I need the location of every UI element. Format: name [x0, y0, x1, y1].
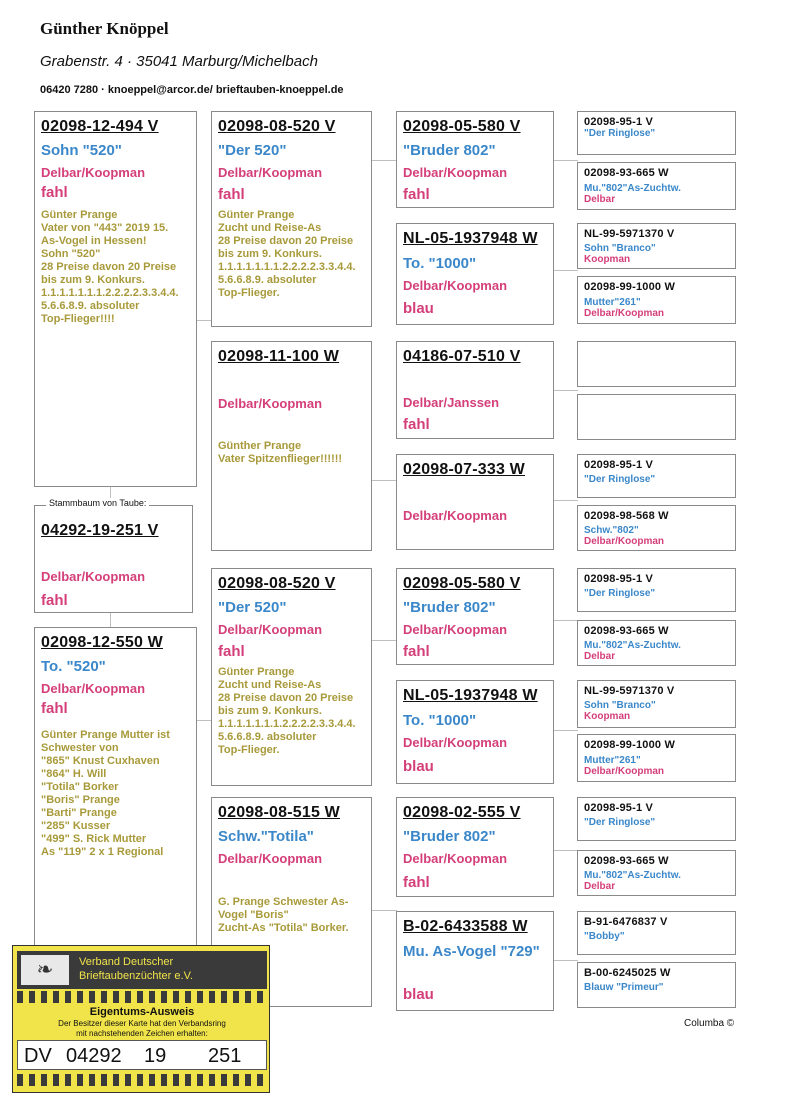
ffm-name: To. "1000" [403, 255, 477, 272]
g4-box-1[interactable] [577, 111, 736, 155]
fm-ring: 02098-11-100 W [218, 348, 340, 365]
mf-notes [218, 666, 367, 757]
card-text [23, 1019, 261, 1039]
g4-box-15[interactable] [577, 911, 736, 955]
note-line: Top-Flieger. [218, 744, 280, 756]
g4-name: "Der Ringlose" [584, 474, 656, 485]
mfm-name: To. "1000" [403, 712, 477, 729]
note-line: Top-Flieger!!!! [41, 313, 115, 325]
card-ring-id [17, 1040, 267, 1070]
mmf-name: "Bruder 802" [403, 828, 496, 845]
connector-line [554, 390, 578, 391]
stammbaum-label: Stammbaum von Taube: [46, 498, 149, 508]
g4-box-12[interactable] [577, 734, 736, 782]
note-line: "Totila" Borker [41, 781, 119, 793]
connector-line [554, 730, 578, 731]
g4-breed: Delbar [584, 881, 616, 892]
connector-line [371, 160, 397, 161]
connector-line [371, 910, 397, 911]
note-line: Sohn "520" [41, 248, 101, 260]
note-line: Schwester von [41, 742, 119, 754]
mm-breed: Delbar/Koopman [218, 851, 323, 866]
note-line: Zucht-As "Totila" Borker. [218, 922, 349, 934]
card-org-line: Verband Deutscher [79, 956, 174, 968]
note-line: G. Prange Schwester As- [218, 896, 349, 908]
mfm-breed: Delbar/Koopman [403, 735, 508, 750]
note-line: 28 Preise davon 20 Preise [41, 261, 177, 273]
connector-line [110, 612, 111, 628]
card-org-line: Brieftaubenzüchter e.V. [79, 970, 193, 982]
fff-box[interactable] [396, 111, 554, 208]
ffm-ring: NL-05-1937948 W [403, 230, 538, 247]
note-line: bis zum 9. Konkurs. [218, 705, 322, 717]
mf-name: "Der 520" [218, 599, 287, 616]
father-name: Sohn "520" [41, 142, 122, 159]
pigeon-logo-icon: ❧ [21, 955, 69, 985]
fff-color: fahl [403, 186, 430, 203]
mm-notes [218, 896, 367, 935]
subject-breed: Delbar/Koopman [41, 569, 146, 584]
mm-name: Schw."Totila" [218, 828, 314, 845]
ff-name: "Der 520" [218, 142, 287, 159]
father-ring: 02098-12-494 V [41, 118, 159, 135]
g4-name: Sohn "Branco" [584, 700, 656, 711]
fff-ring: 02098-05-580 V [403, 118, 521, 135]
fm-notes [218, 440, 367, 466]
g4-box-8[interactable] [577, 505, 736, 551]
g4-breed: Delbar [584, 651, 616, 662]
note-line: Top-Flieger. [218, 287, 280, 299]
mfm-color: blau [403, 758, 434, 775]
connector-line [554, 160, 578, 161]
note-line: Günter Prange [218, 666, 295, 678]
connector-line [554, 270, 578, 271]
father-color: fahl [41, 184, 68, 201]
g4-name: Mutter"261" [584, 755, 641, 766]
fm-breed: Delbar/Koopman [218, 396, 323, 411]
g4-ring: 02098-99-1000 W [584, 281, 676, 293]
note-line: As "119" 2 x 1 Regional [41, 846, 164, 858]
g4-ring: 02098-93-665 W [584, 625, 669, 637]
fff-breed: Delbar/Koopman [403, 165, 508, 180]
note-line: 28 Preise davon 20 Preise [218, 692, 354, 704]
fmm-breed: Delbar/Koopman [403, 508, 508, 523]
mff-ring: 02098-05-580 V [403, 575, 521, 592]
mmm-ring: B-02-6433588 W [403, 918, 528, 935]
mother-notes [41, 729, 192, 859]
ff-ring: 02098-08-520 V [218, 118, 336, 135]
mff-name: "Bruder 802" [403, 599, 496, 616]
g4-box-4[interactable] [577, 276, 736, 324]
owner-name: Günther Knöppel [40, 19, 169, 38]
g4-breed: Delbar/Koopman [584, 766, 665, 777]
g4-name: "Der Ringlose" [584, 128, 656, 139]
mff-color: fahl [403, 643, 430, 660]
fmm-box[interactable] [396, 454, 554, 550]
g4-box-16[interactable] [577, 962, 736, 1008]
g4-breed: Koopman [584, 254, 631, 265]
subject-pigeon-box[interactable] [34, 505, 193, 613]
connector-line [554, 850, 578, 851]
card-club: 04292 [66, 1045, 122, 1067]
mmf-color: fahl [403, 874, 430, 891]
g4-name: Mu."802"As-Zuchtw. [584, 870, 681, 881]
father-box[interactable] [34, 111, 197, 487]
mmm-box[interactable] [396, 911, 554, 1011]
subject-ring: 04292-19-251 V [41, 522, 159, 539]
g4-box-5[interactable] [577, 341, 736, 387]
connector-line [554, 620, 578, 621]
g4-box-9[interactable] [577, 568, 736, 612]
card-number: 251 [208, 1045, 242, 1067]
note-line: bis zum 9. Konkurs. [41, 274, 145, 286]
g4-name: Mu."802"As-Zuchtw. [584, 640, 681, 651]
g4-box-11[interactable] [577, 680, 736, 728]
g4-box-14[interactable] [577, 850, 736, 896]
owner-address: Grabenstr. 4 · 35041 Marburg/Michelbach [40, 53, 318, 70]
father-notes [41, 209, 192, 326]
g4-name: "Der Ringlose" [584, 817, 656, 828]
note-line: Zucht und Reise-As [218, 679, 322, 691]
g4-box-2[interactable] [577, 162, 736, 210]
card-text-line: mit nachstehenden Zeichen erhalten: [76, 1029, 208, 1038]
ownership-card [12, 945, 270, 1093]
g4-ring: 02098-95-1 V [584, 116, 654, 128]
g4-ring: 02098-95-1 V [584, 802, 654, 814]
g4-name: Blauw "Primeur" [584, 982, 664, 993]
g4-box-10[interactable] [577, 620, 736, 666]
mmf-ring: 02098-02-555 V [403, 804, 521, 821]
ffm-box[interactable] [396, 223, 554, 325]
mf-breed: Delbar/Koopman [218, 622, 323, 637]
note-line: Günther Prange [218, 440, 302, 452]
g4-name: "Der Ringlose" [584, 588, 656, 599]
mother-name: To. "520" [41, 658, 106, 675]
g4-ring: B-91-6476837 V [584, 916, 668, 928]
g4-breed: Delbar [584, 194, 616, 205]
mother-color: fahl [41, 700, 68, 717]
g4-name: Mutter"261" [584, 297, 641, 308]
g4-ring: 02098-95-1 V [584, 573, 654, 585]
card-text-line: Der Besitzer dieser Karte hat den Verbandsring [58, 1019, 226, 1028]
owner-contact: 06420 7280 · knoeppel@arcor.de/ brieftauben-knoeppel.de [40, 84, 344, 96]
fmf-breed: Delbar/Janssen [403, 395, 500, 410]
note-line: Zucht und Reise-As [218, 222, 322, 234]
connector-line [554, 960, 578, 961]
father-mother-box[interactable] [211, 341, 372, 551]
ff-color: fahl [218, 186, 245, 203]
g4-box-6[interactable] [577, 394, 736, 440]
connector-line [196, 720, 212, 721]
mother-ring: 02098-12-550 W [41, 634, 163, 651]
g4-ring: 02098-98-568 W [584, 510, 669, 522]
note-line: 5.6.6.8.9. absoluter [218, 731, 317, 743]
mf-color: fahl [218, 643, 245, 660]
fmm-ring: 02098-07-333 W [403, 461, 525, 478]
card-header [17, 951, 267, 989]
card-pattern [17, 991, 267, 1003]
connector-line [371, 640, 397, 641]
note-line: "Barti" Prange [41, 807, 117, 819]
g4-ring: 02098-93-665 W [584, 855, 669, 867]
note-line: Günter Prange Mutter ist [41, 729, 170, 741]
g4-name: Schw."802" [584, 525, 639, 536]
ffm-color: blau [403, 300, 434, 317]
note-line: 28 Preise davon 20 Preise [218, 235, 354, 247]
fff-name: "Bruder 802" [403, 142, 496, 159]
g4-box-13[interactable] [577, 797, 736, 841]
g4-ring: 02098-93-665 W [584, 167, 669, 179]
g4-ring: NL-99-5971370 V [584, 685, 675, 697]
card-pattern [17, 1074, 267, 1086]
note-line: "499" S. Rick Mutter [41, 833, 147, 845]
connector-line [371, 480, 397, 481]
mfm-box[interactable] [396, 680, 554, 784]
note-line: "Boris" Prange [41, 794, 120, 806]
note-line: "865" Knust Cuxhaven [41, 755, 160, 767]
ff-breed: Delbar/Koopman [218, 165, 323, 180]
connector-line [196, 320, 212, 321]
copyright: Columba © [684, 1018, 735, 1029]
card-title: Eigentums-Ausweis [89, 1006, 195, 1018]
mff-breed: Delbar/Koopman [403, 622, 508, 637]
mm-ring: 02098-08-515 W [218, 804, 340, 821]
mmm-name: Mu. As-Vogel "729" [403, 943, 540, 960]
card-year: 19 [144, 1045, 167, 1067]
note-line: 5.6.6.8.9. absoluter [218, 274, 317, 286]
mmm-color: blau [403, 986, 434, 1003]
subject-color: fahl [41, 592, 68, 609]
mother-father-box[interactable] [211, 568, 372, 786]
note-line: Vater von "443" 2019 15. [41, 222, 169, 234]
mff-box[interactable] [396, 568, 554, 665]
note-line: Günter Prange [218, 209, 295, 221]
ff-notes [218, 209, 367, 300]
g4-box-3[interactable] [577, 223, 736, 269]
mmf-breed: Delbar/Koopman [403, 851, 508, 866]
mfm-ring: NL-05-1937948 W [403, 687, 538, 704]
note-line: As-Vogel in Hessen! [41, 235, 147, 247]
g4-ring: NL-99-5971370 V [584, 228, 675, 240]
g4-breed: Delbar/Koopman [584, 536, 665, 547]
note-line: 1.1.1.1.1.1.1.2.2.2.2.3.3.4.4. [218, 261, 356, 273]
g4-name: Mu."802"As-Zuchtw. [584, 183, 681, 194]
g4-ring: 02098-95-1 V [584, 459, 654, 471]
g4-ring: 02098-99-1000 W [584, 739, 676, 751]
note-line: "864" H. Will [41, 768, 107, 780]
ffm-breed: Delbar/Koopman [403, 278, 508, 293]
note-line: bis zum 9. Konkurs. [218, 248, 322, 260]
g4-ring: B-00-6245025 W [584, 967, 671, 979]
g4-name: Sohn "Branco" [584, 243, 656, 254]
father-father-box[interactable] [211, 111, 372, 327]
mf-ring: 02098-08-520 V [218, 575, 336, 592]
g4-breed: Delbar/Koopman [584, 308, 665, 319]
mmf-box[interactable] [396, 797, 554, 897]
g4-name: "Bobby" [584, 931, 625, 942]
card-organization [79, 955, 193, 983]
fmf-color: fahl [403, 416, 430, 433]
note-line: Vater Spitzenflieger!!!!!! [218, 453, 343, 465]
connector-line [554, 500, 578, 501]
fmf-box[interactable] [396, 341, 554, 439]
note-line: 1.1.1.1.1.1.1.2.2.2.2.3.3.4.4. [218, 718, 356, 730]
father-breed: Delbar/Koopman [41, 165, 146, 180]
note-line: Vogel "Boris" [218, 909, 289, 921]
note-line: 5.6.6.8.9. absoluter [41, 300, 140, 312]
note-line: 1.1.1.1.1.1.1.2.2.2.2.3.3.4.4. [41, 287, 179, 299]
fmf-ring: 04186-07-510 V [403, 348, 521, 365]
card-prefix: DV [24, 1045, 52, 1067]
g4-breed: Koopman [584, 711, 631, 722]
mother-box[interactable] [34, 627, 197, 947]
mother-breed: Delbar/Koopman [41, 681, 146, 696]
note-line: "285" Kusser [41, 820, 111, 832]
g4-box-7[interactable] [577, 454, 736, 498]
note-line: Günter Prange [41, 209, 118, 221]
